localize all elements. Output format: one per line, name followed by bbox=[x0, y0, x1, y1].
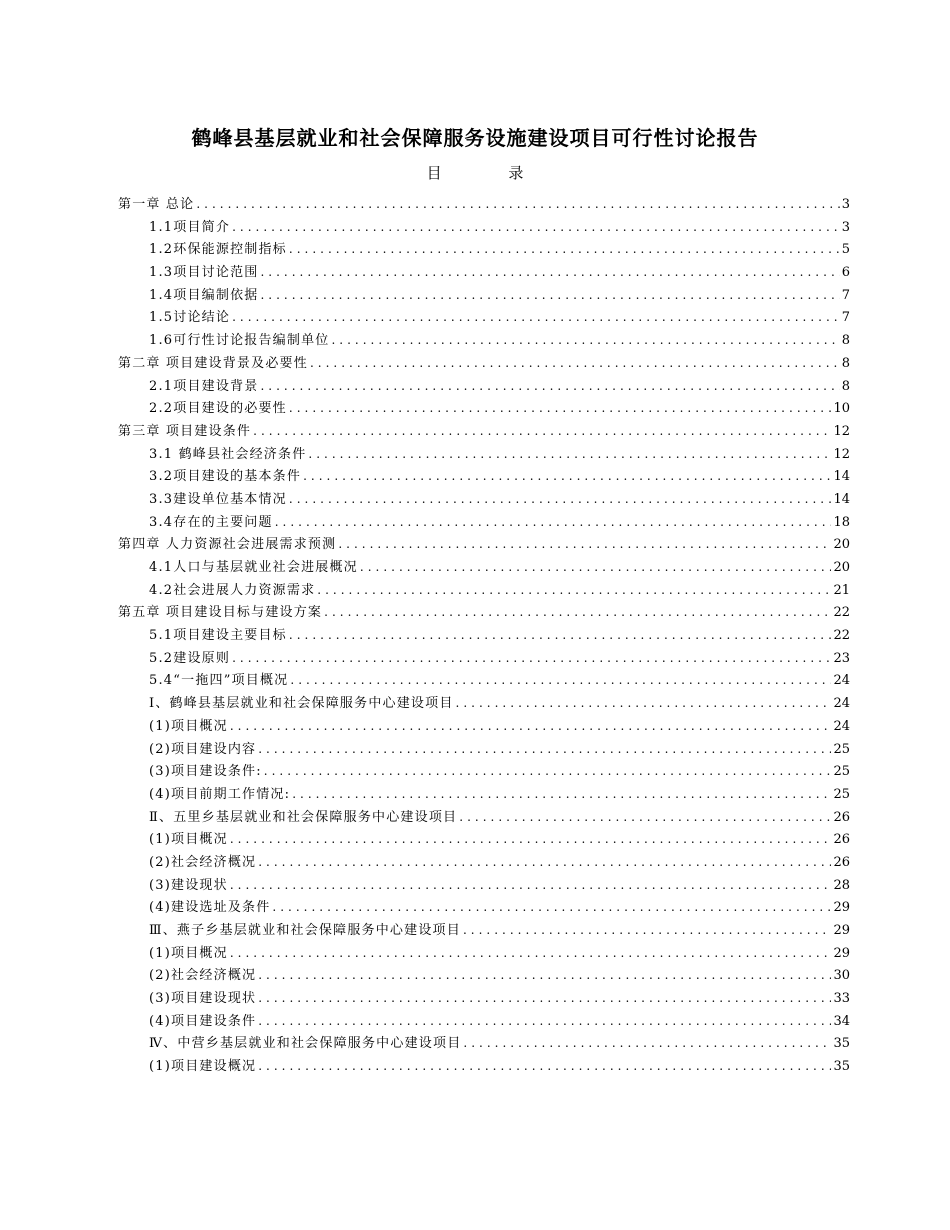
toc-section-entry[interactable] bbox=[118, 624, 850, 647]
toc-entry-page-number: 20 bbox=[833, 537, 850, 553]
toc-entry-page-number: 26 bbox=[833, 854, 850, 870]
toc-leader-dots bbox=[258, 1059, 831, 1073]
toc-leader-dots bbox=[289, 242, 840, 256]
toc-entry-label: 第二章 项目建设背景及必要性 bbox=[118, 355, 308, 371]
toc-entry-label: 第四章 人力资源社会进展需求预测 bbox=[118, 537, 337, 553]
toc-entry-page-number: 21 bbox=[833, 582, 850, 598]
toc-section-entry[interactable] bbox=[118, 942, 850, 965]
toc-entry-label: 1.4项目编制依据 bbox=[149, 287, 259, 303]
toc-leader-dots bbox=[463, 1036, 831, 1050]
toc-entry-page-number: 8 bbox=[841, 333, 850, 349]
toc-entry-label: Ⅲ、燕子乡基层就业和社会保障服务中心建设项目 bbox=[149, 923, 461, 938]
toc-leader-dots bbox=[232, 651, 831, 665]
toc-entry-label: 3.4存在的主要问题 bbox=[149, 514, 273, 530]
toc-entry-page-number: 14 bbox=[833, 469, 850, 485]
toc-leader-dots bbox=[360, 560, 832, 574]
toc-section-entry[interactable] bbox=[118, 1010, 850, 1033]
toc-entry-page-number: 14 bbox=[833, 491, 850, 507]
toc-section-entry[interactable] bbox=[118, 987, 850, 1010]
toc-entry-page-number: 33 bbox=[833, 991, 850, 1007]
toc-heading bbox=[0, 162, 950, 183]
toc-leader-dots bbox=[289, 492, 832, 506]
toc-entry-page-number: 29 bbox=[833, 945, 850, 961]
toc-leader-dots bbox=[289, 628, 832, 642]
toc-entry-label: 1.3项目讨论范围 bbox=[149, 265, 259, 281]
toc-entry-label: (4)项目前期工作情况: bbox=[149, 786, 291, 802]
toc-entry-page-number: 18 bbox=[833, 514, 850, 530]
toc-entry-label: 第五章 项目建设目标与建设方案 bbox=[118, 605, 323, 621]
toc-entry-label: 4.2社会进展人力资源需求 bbox=[149, 582, 316, 598]
toc-leader-dots bbox=[258, 968, 831, 982]
toc-leader-dots bbox=[196, 197, 839, 211]
toc-section-entry[interactable] bbox=[118, 919, 850, 942]
toc-leader-dots bbox=[463, 923, 832, 937]
toc-section-entry[interactable] bbox=[118, 669, 850, 692]
toc-leader-dots bbox=[232, 310, 840, 324]
toc-leader-dots bbox=[230, 878, 832, 892]
toc-entry-label: 1.1项目简介 bbox=[149, 219, 231, 235]
toc-section-entry[interactable] bbox=[118, 511, 850, 534]
toc-heading-char: 目 bbox=[426, 164, 442, 182]
toc-entry-page-number: 30 bbox=[833, 968, 850, 984]
toc-entry-page-number: 26 bbox=[833, 832, 850, 848]
toc-section-entry[interactable] bbox=[118, 874, 850, 897]
toc-section-entry[interactable] bbox=[118, 760, 850, 783]
toc-entry-label: 5.4“一拖四”项目概况 bbox=[149, 673, 289, 689]
toc-leader-dots bbox=[260, 265, 839, 279]
toc-entry-label: (1)项目概况 bbox=[149, 718, 228, 734]
toc-entry-page-number: 8 bbox=[841, 355, 850, 371]
toc-section-entry[interactable] bbox=[118, 828, 850, 851]
toc-leader-dots bbox=[258, 855, 831, 869]
toc-chapter-entry[interactable] bbox=[118, 352, 850, 375]
toc-section-entry[interactable] bbox=[118, 306, 850, 329]
toc-entry-label: 3.3建设单位基本情况 bbox=[149, 491, 287, 507]
toc-entry-label: 1.6可行性讨论报告编制单位 bbox=[149, 333, 330, 349]
toc-section-entry[interactable] bbox=[118, 806, 850, 829]
toc-entry-page-number: 24 bbox=[833, 673, 850, 689]
toc-leader-dots bbox=[324, 605, 831, 619]
toc-entry-page-number: 7 bbox=[841, 310, 850, 326]
toc-entry-label: 1.5讨论结论 bbox=[149, 310, 231, 326]
toc-entry-page-number: 10 bbox=[833, 401, 850, 417]
toc-chapter-entry[interactable] bbox=[118, 533, 850, 556]
table-of-contents bbox=[118, 193, 850, 1078]
toc-leader-dots bbox=[260, 379, 839, 393]
toc-entry-page-number: 20 bbox=[833, 560, 850, 575]
toc-section-entry[interactable] bbox=[118, 964, 850, 987]
toc-chapter-entry[interactable] bbox=[118, 193, 850, 216]
toc-section-entry[interactable] bbox=[118, 1055, 850, 1078]
toc-section-entry[interactable] bbox=[118, 783, 850, 806]
toc-section-entry[interactable] bbox=[118, 851, 850, 874]
toc-entry-page-number: 28 bbox=[833, 877, 850, 893]
toc-leader-dots bbox=[289, 401, 832, 415]
toc-section-entry[interactable] bbox=[118, 443, 850, 466]
toc-entry-label: (2)社会经济概况 bbox=[149, 854, 257, 870]
toc-entry-label: (2)社会经济概况 bbox=[149, 968, 257, 984]
toc-section-entry[interactable] bbox=[118, 556, 850, 579]
toc-entry-page-number: 12 bbox=[833, 423, 850, 439]
toc-entry-label: (4)建设选址及条件 bbox=[149, 900, 271, 916]
toc-section-entry[interactable] bbox=[118, 216, 850, 239]
toc-entry-page-number: 24 bbox=[833, 696, 850, 712]
toc-entry-page-number: 12 bbox=[833, 446, 850, 462]
toc-section-entry[interactable] bbox=[118, 238, 850, 261]
toc-entry-page-number: 26 bbox=[833, 809, 850, 825]
toc-entry-label: 2.2项目建设的必要性 bbox=[149, 401, 287, 417]
toc-section-entry[interactable] bbox=[118, 397, 850, 420]
toc-leader-dots bbox=[272, 900, 831, 914]
toc-entry-page-number: 5 bbox=[841, 242, 850, 258]
toc-leader-dots bbox=[456, 696, 832, 710]
toc-entry-label: Ⅰ、鹤峰县基层就业和社会保障服务中心建设项目 bbox=[149, 696, 454, 712]
toc-section-entry[interactable] bbox=[118, 375, 850, 398]
toc-leader-dots bbox=[331, 333, 839, 347]
toc-entry-page-number: 34 bbox=[833, 1013, 850, 1029]
toc-entry-page-number: 22 bbox=[833, 628, 850, 644]
toc-entry-label: 1.2环保能源控制指标 bbox=[149, 242, 287, 258]
toc-section-entry[interactable] bbox=[118, 284, 850, 307]
toc-entry-page-number: 22 bbox=[833, 605, 850, 621]
toc-entry-page-number: 3 bbox=[841, 219, 850, 235]
toc-leader-dots bbox=[275, 515, 832, 529]
toc-entry-label: (1)项目概况 bbox=[149, 945, 228, 961]
toc-section-entry[interactable] bbox=[118, 692, 850, 715]
toc-section-entry[interactable] bbox=[118, 1032, 850, 1055]
toc-leader-dots bbox=[459, 810, 831, 824]
toc-entry-page-number: 35 bbox=[833, 1036, 850, 1052]
toc-entry-label: (2)项目建设内容 bbox=[149, 741, 257, 757]
toc-entry-label: 第三章 项目建设条件 bbox=[118, 423, 252, 439]
toc-section-entry[interactable] bbox=[118, 579, 850, 602]
toc-entry-label: (3)项目建设条件: bbox=[149, 764, 262, 780]
toc-entry-label: (4)项目建设条件 bbox=[149, 1013, 257, 1029]
toc-leader-dots bbox=[308, 447, 831, 461]
toc-entry-page-number: 7 bbox=[841, 287, 850, 303]
toc-leader-dots bbox=[258, 742, 831, 756]
toc-leader-dots bbox=[258, 1014, 831, 1028]
toc-leader-dots bbox=[258, 991, 831, 1005]
toc-section-entry[interactable] bbox=[118, 715, 850, 738]
toc-section-entry[interactable] bbox=[118, 896, 850, 919]
toc-entry-label: Ⅳ、中营乡基层就业和社会保障服务中心建设项目 bbox=[149, 1036, 462, 1052]
toc-leader-dots bbox=[292, 787, 831, 801]
toc-entry-page-number: 24 bbox=[833, 718, 850, 734]
toc-heading-char: 录 bbox=[508, 164, 524, 182]
toc-entry-page-number: 25 bbox=[833, 786, 850, 802]
toc-chapter-entry[interactable] bbox=[118, 420, 850, 443]
toc-entry-label: (3)项目建设现状 bbox=[149, 991, 257, 1007]
toc-entry-page-number: 3 bbox=[841, 197, 850, 212]
toc-leader-dots bbox=[264, 764, 832, 778]
toc-entry-page-number: 8 bbox=[841, 378, 850, 394]
toc-entry-page-number: 35 bbox=[833, 1059, 850, 1075]
toc-entry-label: 3.2项目建设的基本条件 bbox=[149, 469, 302, 485]
toc-entry-page-number: 6 bbox=[841, 265, 850, 281]
toc-section-entry[interactable] bbox=[118, 465, 850, 488]
toc-leader-dots bbox=[290, 673, 831, 687]
toc-entry-label: 第一章 总论 bbox=[118, 197, 195, 212]
toc-leader-dots bbox=[260, 288, 839, 302]
toc-entry-page-number: 25 bbox=[833, 741, 850, 757]
toc-entry-label: 5.2建设原则 bbox=[149, 650, 231, 666]
toc-entry-label: (1)项目概况 bbox=[149, 832, 228, 848]
toc-leader-dots bbox=[230, 832, 832, 846]
toc-entry-label: 2.1项目建设背景 bbox=[149, 378, 259, 394]
toc-entry-page-number: 25 bbox=[833, 764, 850, 780]
document-title: 鹤峰县基层就业和社会保障服务设施建设项目可行性讨论报告 bbox=[191, 126, 759, 150]
toc-leader-dots bbox=[338, 537, 831, 551]
toc-section-entry[interactable] bbox=[118, 488, 850, 511]
toc-leader-dots bbox=[230, 946, 832, 960]
toc-chapter-entry[interactable] bbox=[118, 601, 850, 624]
toc-leader-dots bbox=[317, 583, 831, 597]
toc-entry-label: (3)建设现状 bbox=[149, 877, 228, 893]
toc-leader-dots bbox=[310, 356, 840, 370]
toc-entry-page-number: 29 bbox=[833, 923, 850, 938]
toc-section-entry[interactable] bbox=[118, 329, 850, 352]
toc-entry-label: 3.1 鹤峰县社会经济条件 bbox=[149, 446, 307, 462]
toc-leader-dots bbox=[253, 424, 831, 438]
toc-entry-label: (1)项目建设概况 bbox=[149, 1059, 257, 1075]
toc-section-entry[interactable] bbox=[118, 738, 850, 761]
toc-entry-label: 4.1人口与基层就业社会进展概况 bbox=[149, 560, 358, 575]
toc-leader-dots bbox=[232, 220, 840, 234]
toc-section-entry[interactable] bbox=[118, 647, 850, 670]
toc-leader-dots bbox=[303, 469, 831, 483]
toc-entry-label: Ⅱ、五里乡基层就业和社会保障服务中心建设项目 bbox=[149, 809, 458, 825]
toc-leader-dots bbox=[230, 719, 832, 733]
toc-entry-page-number: 29 bbox=[833, 900, 850, 916]
toc-entry-page-number: 23 bbox=[833, 650, 850, 666]
toc-section-entry[interactable] bbox=[118, 261, 850, 284]
toc-entry-label: 5.1项目建设主要目标 bbox=[149, 628, 287, 644]
